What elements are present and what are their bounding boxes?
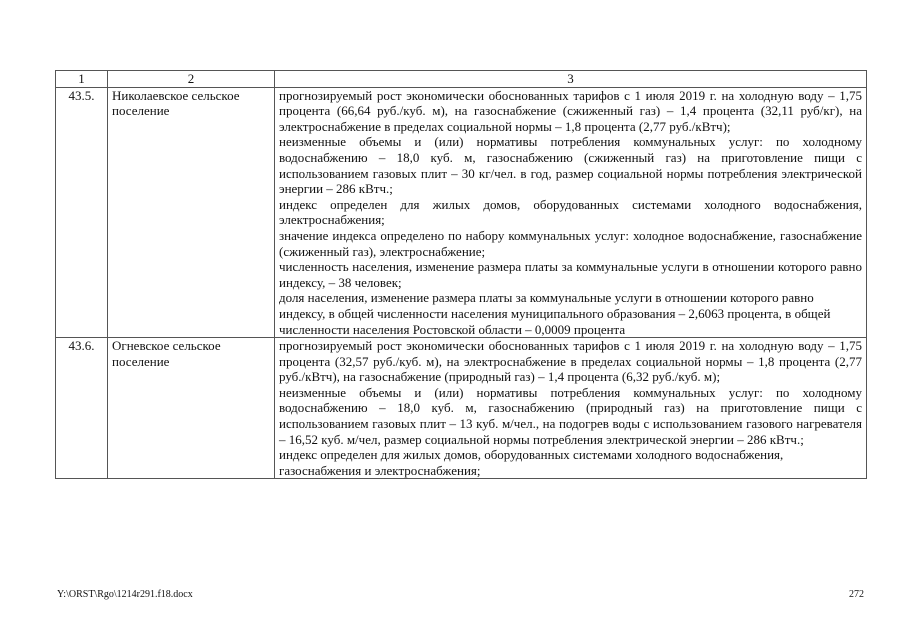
paragraph: прогнозируемый рост экономически обоснованных тарифов с 1 июля 2019 г. на холодную воду – 1,75 процента (66,64 руб./куб. м), на газоснабжение (сжиженный газ) – 1,4 процента (32,11 руб/кг), на электроснабжение в пределах социальной нормы – 1,8 процента (2,77 руб./кВтч); [279,87,862,134]
settlement-name: Николаевское сельское поселение [108,87,275,338]
paragraph: неизменные объемы и (или) нормативы потребления коммунальных услуг: по холодному водоснабжению – 18,0 куб. м, газоснабжению (сжиженный газ) на приготовление пищи с использованием газовых плит – 30 кг/чел. в год, размер социальной нормы потребления электрической энергии – 286 кВтч.; [279,134,862,197]
paragraph: численность населения, изменение размера платы за коммунальные услуги в отношении которого равно индексу, – 38 человек; [279,259,862,290]
table-row [56,87,867,338]
column-header-1: 1 [56,71,108,88]
column-header-3: 3 [275,71,867,88]
table-row [56,338,867,479]
paragraph: индекс определен для жилых домов, оборудованных системами холодного водоснабжения, газоснабжения и электроснабжения; [279,447,784,478]
paragraph: значение индекса определено по набору коммунальных услуг: холодное водоснабжение, газоснабжение (сжиженный газ), электроснабжение; [279,227,862,259]
paragraph: доля населения, изменение размера платы за коммунальные услуги в отношении которого равно индексу, в общей численности населения муниципального образования – 2,6063 процента, в общей численности населения Ростовской области – 0,0009 процента [279,290,831,337]
paragraph: индекс определен для жилых домов, оборудованных системами холодного водоснабжения, электроснабжения; [279,196,862,228]
row-number: 43.6. [56,338,108,479]
settlement-name: Огневское сельское поселение [108,338,275,479]
row-description [275,87,867,338]
column-header-2: 2 [108,71,275,88]
row-number: 43.5. [56,87,108,338]
tariff-index-table [55,70,867,479]
paragraph: прогнозируемый рост экономически обоснованных тарифов с 1 июля 2019 г. на холодную воду – 1,75 процента (32,57 руб./куб. м), на электроснабжение в пределах социальной нормы – 1,8 процента (2,77 руб./кВтч), на газоснабжение (природный газ) – 1,4 процента (6,32 руб./куб. м); [279,338,862,385]
table-header-row [56,71,867,88]
paragraph: неизменные объемы и (или) нормативы потребления коммунальных услуг: по холодному водоснабжению – 18,0 куб. м, газоснабжению (природный газ) на приготовление пищи с использованием газовых плит – 13 куб. м/чел., на подогрев воды с использованием газового нагревателя – 16,52 куб. м/чел, размер социальной нормы потребления электрической энергии – 286 кВтч.; [279,384,862,447]
footer-file-path: Y:\ORST\Rgo\1214r291.f18.docx [57,589,193,600]
row-description [275,338,867,479]
footer-page-number: 272 [849,589,864,600]
